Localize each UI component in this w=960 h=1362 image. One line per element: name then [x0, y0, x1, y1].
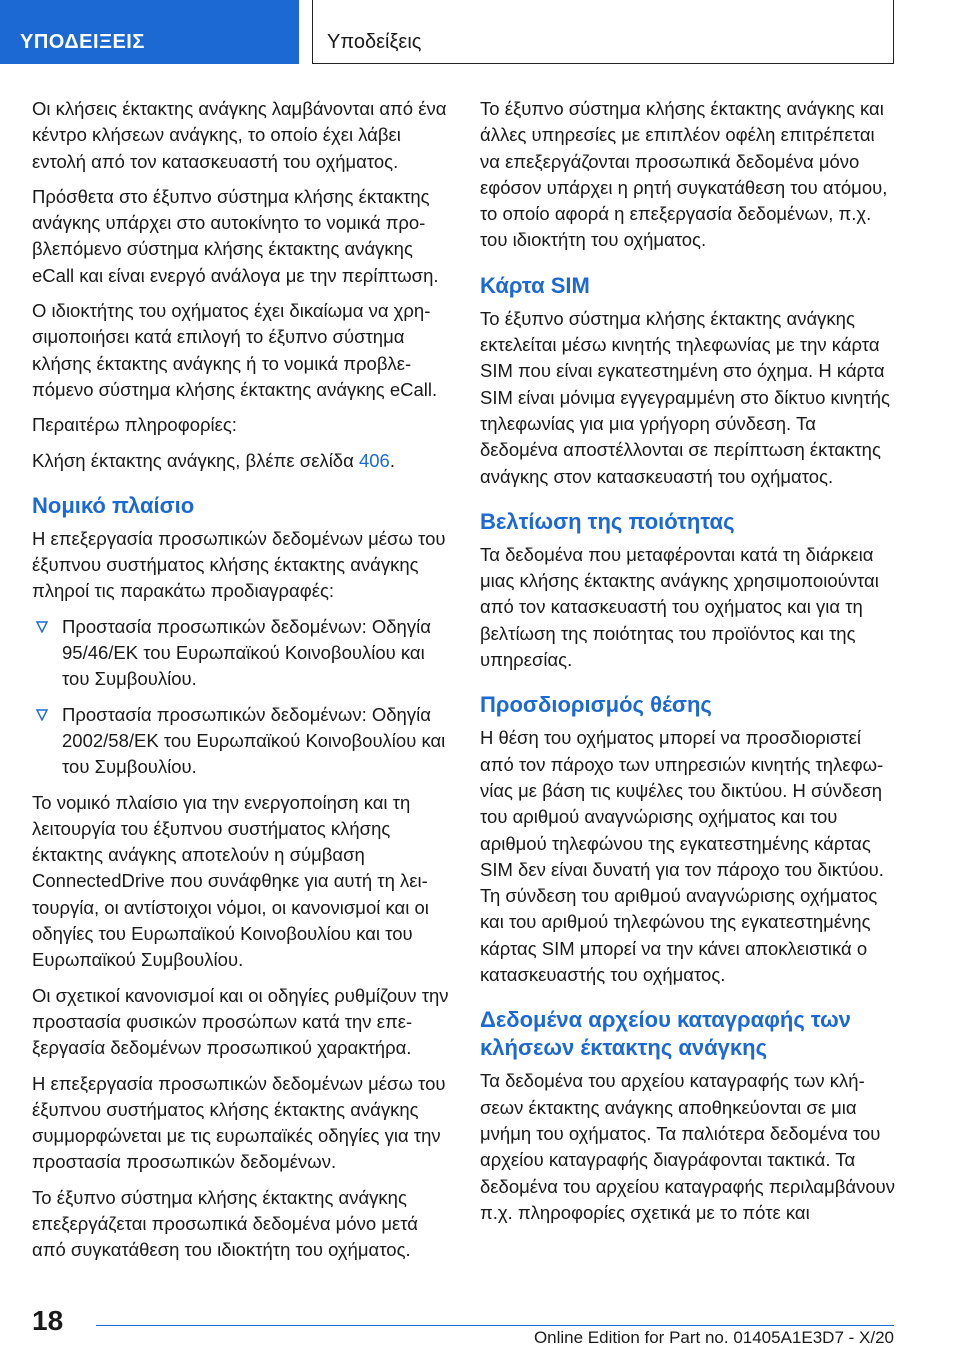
cross-reference-text: Κλήση έκτακτης ανάγκης, βλέπε σελίδα: [32, 449, 359, 471]
page-title: Υποδείξεις: [312, 0, 894, 64]
heading-log-data: Δεδομένα αρχείου καταγραφής των κλήσεων έκτακτης ανάγκης: [480, 1007, 851, 1061]
list-item-text: Προστασία προσωπικών δεδομένων: Οδηγία 2002/58/ΕΚ του Ευρωπαϊκού Κοινοβουλίου και του Συμβουλίου.: [62, 703, 446, 778]
paragraph: Πρόσθετα στο έξυπνο σύστημα κλήσης έκτακτης ανάγκης υπάρχει στο αυτοκίνητο το νομικά προβλεπόμενο σύστημα κλήσης έκτακτης ανάγκης eCall και είναι ενεργό ανάλογα με την περίπτωση.: [32, 185, 439, 286]
heading-quality-improvement: Βελτίωση της ποιότητας: [480, 508, 735, 534]
paragraph: Το έξυπνο σύστημα κλήσης έκτακτης ανάγκης και άλλες υπηρεσίες με επιπλέον οφέλη επιτρέπεται να επεξεργάζονται προσωπικά δεδομένα μόνο εφόσον υπάρχει η ρητή συγκατάθεση του ατόμου, το οποίο αφορά η επεξεργασία δεδομένων, π.χ. του ιδιοκτήτη του οχήματος.: [480, 98, 888, 251]
heading-location: Προσδιορισμός θέσης: [480, 692, 712, 718]
paragraph: Οι σχετικοί κανονισμοί και οι οδηγίες ρυθμίζουν την προστασία φυσικών προσώπων κατά την επεξεργασία δεδομένων προσωπικού χαρακτήρα.: [32, 984, 449, 1059]
paragraph: Η θέση του οχήματος μπορεί να προσδιοριστεί από τον πάροχο των υπηρεσιών κινητής τηλεφωνίας με βάση τις κυψέλες του δικτύου. Η σύνδεση του αριθμού αναγνώρισης οχήματος και του αριθμού τηλεφώνου της εγκατεστημένης κάρτας SIM δεν είναι δυνατή για τον πάροχο του δικτύου. Τη σύνδεση του αριθμού αναγνώρισης οχήματος και του αριθμού τηλεφώνου της εγκατεστημένης κάρτας SIM μπορεί να την κάνει αποκλειστικά ο κατασκευαστής του οχήματος.: [480, 727, 884, 986]
paragraph: Το νομικό πλαίσιο για την ενεργοποίηση και τη λειτουργία του έξυπνου συστήματος κλήσης έκτακτης ανάγκης αποτελούν η σύμβαση ConnectedDrive που συνάφθηκε για αυτή τη λειτουργία, οι αντίστοιχοι νόμοι, οι κανονισμοί και οι οδηγίες του Ευρωπαϊκού Κοινοβουλίου και του Ευρωπαϊκού Συμβουλίου.: [32, 791, 429, 971]
bullet-list: [32, 614, 450, 781]
paragraph: Το έξυπνο σύστημα κλήσης έκτακτης ανάγκης επεξεργάζεται προσωπικά δεδομένα μόνο μετά από συγκατάθεση του ιδιοκτήτη του οχήματος.: [32, 1186, 418, 1261]
right-column: [480, 96, 898, 1235]
footer-divider: [96, 1325, 894, 1326]
paragraph-cross-reference: [32, 448, 450, 474]
footer-edition: Online Edition for Part no. 01405A1E3D7 - X/20: [533, 1328, 894, 1347]
paragraph: Τα δεδομένα του αρχείου καταγραφής των κλήσεων έκτακτης ανάγκης αποθηκεύονται σε μια μνήμη του οχήματος. Τα παλιότερα δεδομένα του αρχείου καταγραφής διαγράφονται τακτικά. Τα δεδομένα του αρχείου καταγραφής περιλαμβάνουν π.χ. πληροφορίες σχετικά με το πότε και: [480, 1070, 896, 1223]
heading-sim-card: Κάρτα SIM: [480, 272, 590, 298]
list-item: [32, 702, 450, 781]
paragraph: Η επεξεργασία προσωπικών δεδομένων μέσω του έξυπνου συστήματος κλήσης έκτακτης ανάγκης συμμορφώνεται με τις ευρωπαϊκές οδηγίες για την προστασία προσωπικών δεδομένων.: [32, 1072, 446, 1173]
triangle-bullet-icon: [36, 621, 48, 633]
paragraph: Τα δεδομένα που μεταφέρονται κατά τη διάρκεια μιας κλήσης έκτακτης ανάγκης χρησιμοποιούνται από τον κατασκευαστή του οχήματος και για τη βελτίωση της ποιότητας του προϊόντος και της υπηρεσίας.: [480, 543, 879, 671]
list-item: [32, 614, 450, 693]
paragraph: Ο ιδιοκτήτης του οχήματος έχει δικαίωμα να χρησιμοποιήσει κατά επιλογή το έξυπνο σύστημα κλήσης έκτακτης ανάγκης ή το νομικά προβλεπόμενο σύστημα κλήσης έκτακτης ανάγκης eCall.: [32, 300, 438, 400]
page-number: 18: [32, 1305, 64, 1336]
paragraph: Περαιτέρω πληροφορίες:: [32, 414, 237, 436]
heading-legal-framework: Νομικό πλαίσιο: [32, 492, 195, 518]
page-link-406[interactable]: 406: [358, 449, 390, 471]
cross-reference-end: .: [389, 449, 395, 471]
list-item-text: Προστασία προσωπικών δεδομένων: Οδηγία 95/46/ΕΚ του Ευρωπαϊκού Κοινοβουλίου και του Συμβουλίου.: [62, 615, 431, 690]
paragraph: Οι κλήσεις έκτακτης ανάγκης λαμβάνονται από ένα κέντρο κλήσεων ανάγκης, το οποίο έχει λάβει εντολή από τον κατασκευαστή του οχήματος.: [32, 98, 447, 172]
paragraph: Το έξυπνο σύστημα κλήσης έκτακτης ανάγκης εκτελείται μέσω κινητής τηλεφωνίας με την κάρτα SIM που είναι εγκατεστημένη στο όχημα. Η κάρτα SIM είναι μόνιμα εγγεγραμμένη στο δίκτυο κινητής τηλεφωνίας για μια γρήγορη σύνδεση. Τα δεδομένα αποστέλλονται σε περίπτωση έκτακτης ανάγκης στον κατασκευαστή του οχήματος.: [480, 307, 890, 487]
paragraph: Η επεξεργασία προσωπικών δεδομένων μέσω του έξυπνου συστήματος κλήσης έκτακτης ανάγκης πληροί τις παρακάτω προδιαγραφές:: [32, 527, 446, 602]
section-tab: ΥΠΟΔΕΙΞΕΙΣ: [0, 0, 299, 64]
triangle-bullet-icon: [36, 709, 48, 721]
left-column: [32, 96, 450, 1273]
